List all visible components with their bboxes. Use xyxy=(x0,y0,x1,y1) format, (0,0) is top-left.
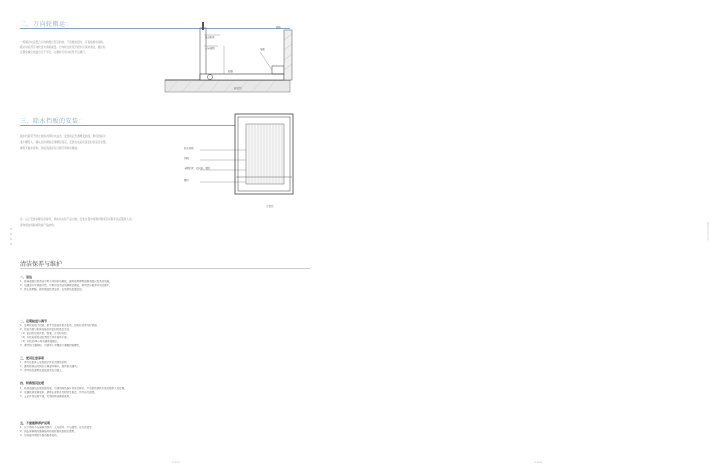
maint-item: 2、检查台面与柜体连接处的密封胶是否完好： xyxy=(20,328,72,331)
maint-item: 2、超出保修期的维修服务将按标准收取相应费用。 xyxy=(20,430,77,433)
section3-title: 三、除水挡板的安装： xyxy=(20,118,86,125)
maint-item: 2、如遇柜体受潮变形，请停止使用并及时联系售后，切勿自行拆卸。 xyxy=(20,391,97,394)
maint-item: 3、五金件如出现生锈，可用防锈油擦拭保养。 xyxy=(20,395,72,398)
maint-section-heading: 五、不便维修养护说明 xyxy=(20,421,51,425)
maint-item: 1、柜体表面日常清洁可用干净的软布擦拭，避免使用硬物刮擦表面以免造成划痕。 xyxy=(20,280,112,283)
maint-item: （1）密封胶如有开裂、脱落，应及时补胶； xyxy=(20,332,70,335)
page-number-right: 1-1-2 xyxy=(534,460,542,464)
fig1-label: 墙体 xyxy=(276,26,281,29)
maint-item: （2）补胶前需将旧胶清除干净并保持干燥； xyxy=(20,336,70,339)
section3-figure-caption: 示意图 xyxy=(266,205,274,208)
maint-section-heading: 一、清洁 xyxy=(20,275,33,279)
section3-para-line: 确保无漏水现象。挡板表面如有污渍可用软布擦拭。 xyxy=(20,147,80,150)
maint-item: 2、如遇油污等顽固污渍，可用中性清洁剂稀释后擦拭，再用清水擦净并及时擦干。 xyxy=(20,284,112,287)
fig1-label: 万向轮组 xyxy=(205,47,215,50)
fig2-label: 螺钉 xyxy=(184,179,189,182)
maint-item: 1、定期检查柜门铰链、把手及连接件是否松动，如有松动请及时紧固。 xyxy=(20,324,100,327)
fig1-label: 成品柜体 xyxy=(205,36,215,39)
section2-para-line: 一般搬运时应配合万向轮搬运至目的地。不需要抬起时，可直接推动柜体， xyxy=(20,41,106,44)
maint-section-heading: 三、使用注意事项 xyxy=(20,356,45,360)
section2-title: 二、万向轮搬运： xyxy=(20,21,73,28)
maint-item: 3、调节柜门缝隙时，可使用十字螺丝刀调整铰链螺钉。 xyxy=(20,344,82,347)
section3-para-line: 除水挡板用于防止柜体内部积水溢出，安装时应先清理安装面，再将挡板对 xyxy=(20,135,106,138)
maint-item: 2、避免柜体长时间处于潮湿环境中，保持室内通风。 xyxy=(20,365,80,368)
section2-para-line: 应避免撞击地面凹凸不平处，必要时可用木板垫平后通行。 xyxy=(20,51,88,54)
section2-figure-caption: 截面图 xyxy=(234,87,242,90)
fig1-label: 地面 xyxy=(260,48,265,51)
section3-note-line: 注：以上安装步骤仅供参考，具体以实际产品为准。安装过程中如遇问题请及时联系售后服务人员。 xyxy=(20,218,135,221)
side-dot xyxy=(10,228,12,230)
maint-item: 3、禁止使用酸、碱等腐蚀性清洁剂，以免损伤表面涂层。 xyxy=(20,288,85,291)
fig1-label: 柜脚 xyxy=(228,70,233,73)
maint-item: 1、以下情况不在保修范围内：人为损坏、不当使用、自行改装等。 xyxy=(20,426,95,429)
side-dot xyxy=(10,238,12,240)
maint-section-heading: 四、特殊情况处理 xyxy=(20,381,45,385)
maint-section-heading: 二、定期检查与调节 xyxy=(20,319,48,323)
fig2-label: 除水挡板 xyxy=(184,147,194,150)
fig2-label: 挡板 xyxy=(184,157,189,160)
section3-para-line: 准卡槽压入，确认四边紧贴后用螺钉固定。安装完成后检查密封条是否完整， xyxy=(20,141,109,144)
maintenance-title: 清洁保养与维护 xyxy=(20,261,63,268)
right-side-text: WWW.XXXX.COM xyxy=(706,222,709,241)
section2-figure xyxy=(160,20,300,100)
maintenance-divider xyxy=(20,268,310,269)
maint-item: 1、柜体表面如出现轻微划痕，可使用同色修补笔进行修补，严重损伤请联系售后服务人员处理。 xyxy=(20,387,127,390)
section3-note-line: 请勿擅自拆卸或改装产品结构。 xyxy=(20,224,57,227)
section3-figure xyxy=(180,112,300,202)
page-number-left: 1-1-1 xyxy=(172,460,180,464)
maint-item: 3、如有疑问请联系售后服务热线。 xyxy=(20,434,60,437)
maint-item: 3、请勿将高温物品直接放置在台面上。 xyxy=(20,369,65,372)
maint-item: （3）补胶后24小时内避免接触水。 xyxy=(20,340,60,343)
maint-item: 1、请勿在柜体上放置超过承重范围的重物。 xyxy=(20,361,70,364)
fig2-label: 卡槽位置、密封条、螺钉 xyxy=(184,167,211,170)
side-dot xyxy=(10,243,12,245)
section2-para-line: 搬运时底部万向轮受力承载重量。万向轮在使用过程中应保持清洁，搬运时 xyxy=(20,46,106,49)
side-dot xyxy=(10,233,12,235)
